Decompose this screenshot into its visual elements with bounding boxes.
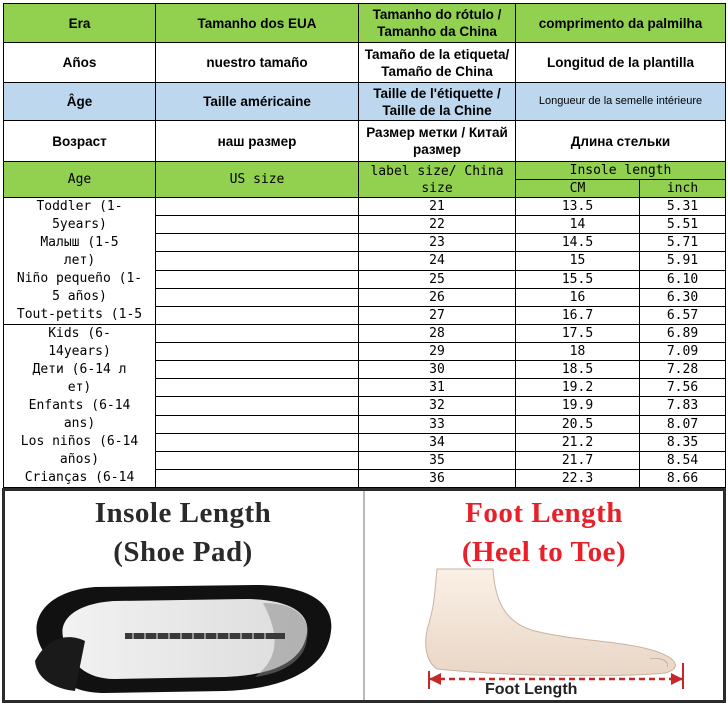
- foot-panel: [363, 491, 723, 700]
- header-row-russian: [4, 121, 726, 162]
- china-size-cell: 22: [359, 216, 516, 234]
- us-size-cell: [156, 451, 359, 469]
- age-group-kids: Kids (6- 14years) Дети (6-14 л ет) Enfants (6-14 ans) Los niños (6-14 años) Crianças (6-14: [4, 325, 156, 488]
- china-size-cell: 27: [359, 306, 516, 324]
- insole-shoe-image: [5, 491, 361, 700]
- inch-cell: 7.09: [640, 343, 726, 361]
- header-label-size-ru: Размер метки / Китай размер: [359, 121, 516, 162]
- table-row: [4, 325, 726, 343]
- header-row-portuguese: [4, 4, 726, 43]
- insole-title: Insole Length: [94, 497, 272, 529]
- china-size-cell: 31: [359, 379, 516, 397]
- header-row-spanish: [4, 43, 726, 83]
- inch-cell: 6.57: [640, 306, 726, 324]
- us-size-cell: [156, 234, 359, 252]
- us-size-cell: [156, 325, 359, 343]
- header-us-size-ru: наш размер: [156, 121, 359, 162]
- header-inch: inch: [640, 180, 726, 198]
- header-us-size-pt: Tamanho dos EUA: [156, 4, 359, 43]
- header-label-size-es: Tamaño de la etiqueta/ Tamaño de China: [359, 43, 516, 83]
- cm-cell: 19.2: [516, 379, 640, 397]
- us-size-cell: [156, 306, 359, 324]
- inch-cell: 7.56: [640, 379, 726, 397]
- us-size-cell: [156, 415, 359, 433]
- china-size-cell: 28: [359, 325, 516, 343]
- us-size-cell: [156, 343, 359, 361]
- header-label-size-fr: Taille de l'étiquette / Taille de la Chine: [359, 83, 516, 121]
- inch-cell: 5.91: [640, 252, 726, 270]
- foot-length-caption: Foot Length: [485, 681, 578, 698]
- header-cm: CM: [516, 180, 640, 198]
- header-insole-fr: Longueur de la semelle intérieure: [516, 83, 726, 121]
- inch-cell: 6.30: [640, 288, 726, 306]
- cm-cell: 19.9: [516, 397, 640, 415]
- cm-cell: 17.5: [516, 325, 640, 343]
- header-row-english: [4, 162, 726, 180]
- china-size-cell: 34: [359, 433, 516, 451]
- insole-subtitle: (Shoe Pad): [113, 536, 253, 568]
- china-size-cell: 36: [359, 469, 516, 487]
- us-size-cell: [156, 361, 359, 379]
- insole-panel: [5, 491, 361, 700]
- us-size-cell: [156, 469, 359, 487]
- inch-cell: 7.28: [640, 361, 726, 379]
- header-us-size-fr: Taille américaine: [156, 83, 359, 121]
- inch-cell: 8.35: [640, 433, 726, 451]
- header-age-fr: Âge: [4, 83, 156, 121]
- header-label-size-pt: Tamanho do rótulo / Tamanho da China: [359, 4, 516, 43]
- us-size-cell: [156, 379, 359, 397]
- china-size-cell: 25: [359, 270, 516, 288]
- inch-cell: 8.54: [640, 451, 726, 469]
- cm-cell: 18: [516, 343, 640, 361]
- cm-cell: 21.2: [516, 433, 640, 451]
- cm-cell: 14.5: [516, 234, 640, 252]
- header-us-size-en: US size: [156, 162, 359, 198]
- us-size-cell: [156, 198, 359, 216]
- header-row-french: [4, 83, 726, 121]
- foot-outline-image: [365, 491, 725, 700]
- inch-cell: 8.07: [640, 415, 726, 433]
- us-size-cell: [156, 270, 359, 288]
- us-size-cell: [156, 288, 359, 306]
- age-group-toddler: Toddler (1- 5years) Малыш (1-5 лет) Niño pequeño (1- 5 años) Tout-petits (1-5: [4, 198, 156, 325]
- table-row: [4, 198, 726, 216]
- us-size-cell: [156, 252, 359, 270]
- cm-cell: 18.5: [516, 361, 640, 379]
- cm-cell: 21.7: [516, 451, 640, 469]
- inch-cell: 8.66: [640, 469, 726, 487]
- header-age-ru: Возраст: [4, 121, 156, 162]
- china-size-cell: 33: [359, 415, 516, 433]
- cm-cell: 22.3: [516, 469, 640, 487]
- us-size-cell: [156, 397, 359, 415]
- header-insole-ru: Длина стельки: [516, 121, 726, 162]
- header-insole-en: Insole length: [516, 162, 726, 180]
- cm-cell: 15.5: [516, 270, 640, 288]
- china-size-cell: 35: [359, 451, 516, 469]
- foot-subtitle: (Heel to Toe): [461, 536, 627, 568]
- cm-cell: 16: [516, 288, 640, 306]
- us-size-cell: [156, 216, 359, 234]
- cm-cell: 13.5: [516, 198, 640, 216]
- china-size-cell: 26: [359, 288, 516, 306]
- china-size-cell: 30: [359, 361, 516, 379]
- measurement-illustration: [2, 488, 726, 703]
- inch-cell: 6.10: [640, 270, 726, 288]
- cm-cell: 20.5: [516, 415, 640, 433]
- china-size-cell: 32: [359, 397, 516, 415]
- header-insole-es: Longitud de la plantilla: [516, 43, 726, 83]
- inch-cell: 5.71: [640, 234, 726, 252]
- header-era: Era: [4, 4, 156, 43]
- foot-title: Foot Length: [465, 497, 623, 529]
- size-chart-table: [3, 3, 726, 488]
- inch-cell: 5.51: [640, 216, 726, 234]
- header-insole-pt: comprimento da palmilha: [516, 4, 726, 43]
- china-size-cell: 24: [359, 252, 516, 270]
- us-size-cell: [156, 433, 359, 451]
- cm-cell: 14: [516, 216, 640, 234]
- header-us-size-es: nuestro tamaño: [156, 43, 359, 83]
- inch-cell: 7.83: [640, 397, 726, 415]
- header-age-en: Age: [4, 162, 156, 198]
- inch-cell: 5.31: [640, 198, 726, 216]
- china-size-cell: 21: [359, 198, 516, 216]
- header-anos: Años: [4, 43, 156, 83]
- cm-cell: 16.7: [516, 306, 640, 324]
- china-size-cell: 23: [359, 234, 516, 252]
- cm-cell: 15: [516, 252, 640, 270]
- header-label-size-en: label size/ China size: [359, 162, 516, 198]
- china-size-cell: 29: [359, 343, 516, 361]
- inch-cell: 6.89: [640, 325, 726, 343]
